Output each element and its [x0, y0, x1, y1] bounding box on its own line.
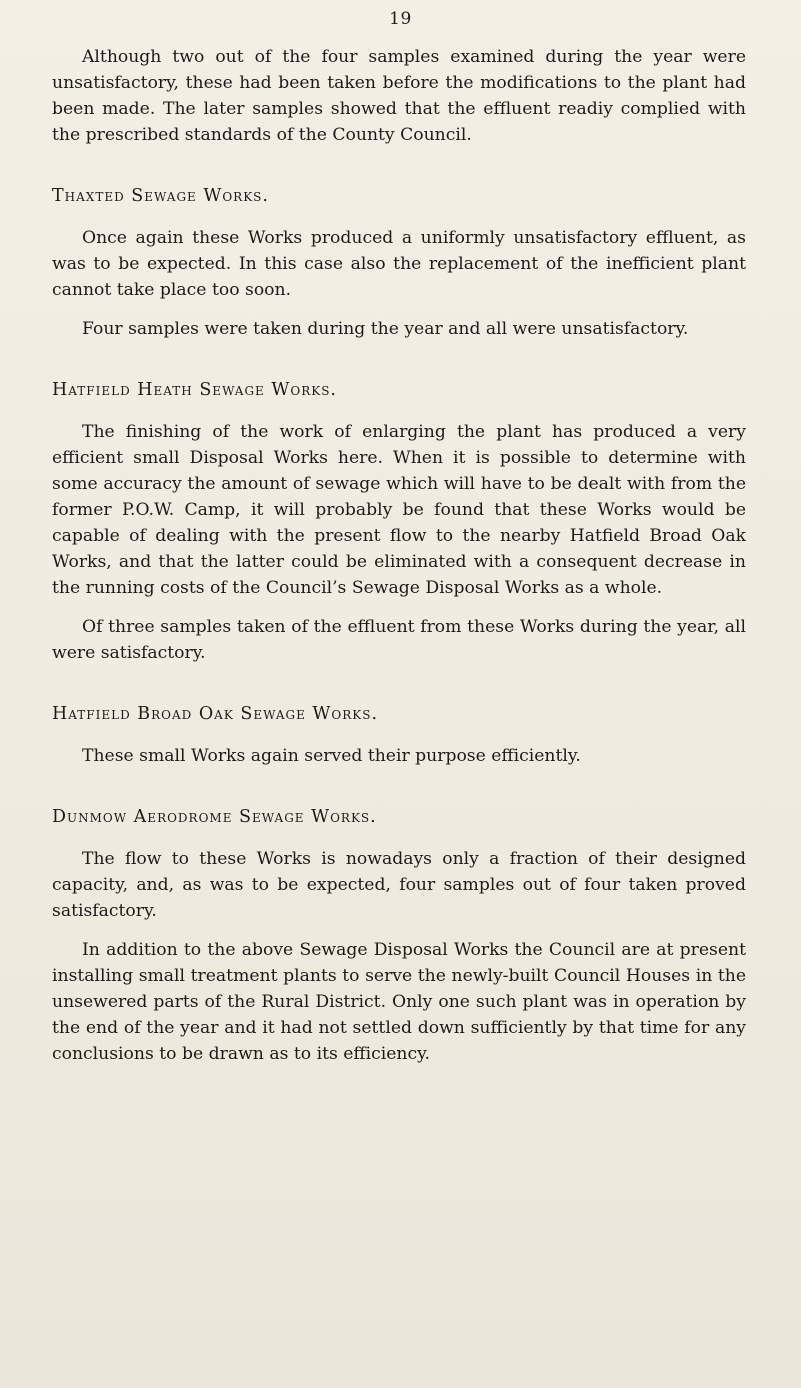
- dunmow-aerodrome-paragraph-1: The flow to these Works is nowadays only a fraction of their designed capacity, and, as was to be expected, four samples out of four taken proved satisfactory.: [52, 849, 746, 921]
- hatfield-heath-paragraph-2: Of three samples taken of the effluent from these Works during the year, all were satisfactory.: [52, 617, 746, 663]
- thaxted-paragraph-2: Four samples were taken during the year and all were unsatisfactory.: [82, 319, 689, 339]
- hatfield-heath-paragraph-1: The finishing of the work of enlarging the plant has produced a very efficient small Disposal Works here. When it is possible to determine with some accuracy the amount of sewage which will have to be dealt with from the former P.O.W. Camp, it will probably be found that these Works would be capable of dealing with the present flow to the nearby Hatfield Broad Oak Works, and that the latter could be eliminated with a consequent decrease in the running costs of the Council’s Sewage Disposal Works as a whole.: [52, 422, 746, 598]
- intro-paragraph: Although two out of the four samples examined during the year were unsatisfactory, these had been taken before the modifications to the plant had been made. The later samples showed that the effluent readiy complied with the prescribed standards of the County Council.: [52, 47, 746, 145]
- document-body: [52, 44, 746, 1067]
- section-heading-thaxted: Thaxted Sewage Works.: [52, 186, 269, 206]
- section-heading-dunmow-aerodrome: Dunmow Aerodrome Sewage Works.: [52, 807, 377, 827]
- section-heading-hatfield-heath: Hatfield Heath Sewage Works.: [52, 380, 337, 400]
- thaxted-paragraph-1: Once again these Works produced a uniformly unsatisfactory effluent, as was to be expected. In this case also the replacement of the inefficient plant cannot take place too soon.: [52, 228, 746, 300]
- hatfield-broad-oak-paragraph-1: These small Works again served their purpose efficiently.: [82, 746, 581, 766]
- dunmow-aerodrome-paragraph-2: In addition to the above Sewage Disposal Works the Council are at present installing small treatment plants to serve the newly-built Council Houses in the unsewered parts of the Rural District. Only one such plant was in operation by the end of the year and it had not settled down sufficiently by that time for any conclusions to be drawn as to its efficiency.: [52, 940, 746, 1064]
- page-number: 19: [389, 9, 412, 29]
- section-heading-hatfield-broad-oak: Hatfield Broad Oak Sewage Works.: [52, 704, 379, 724]
